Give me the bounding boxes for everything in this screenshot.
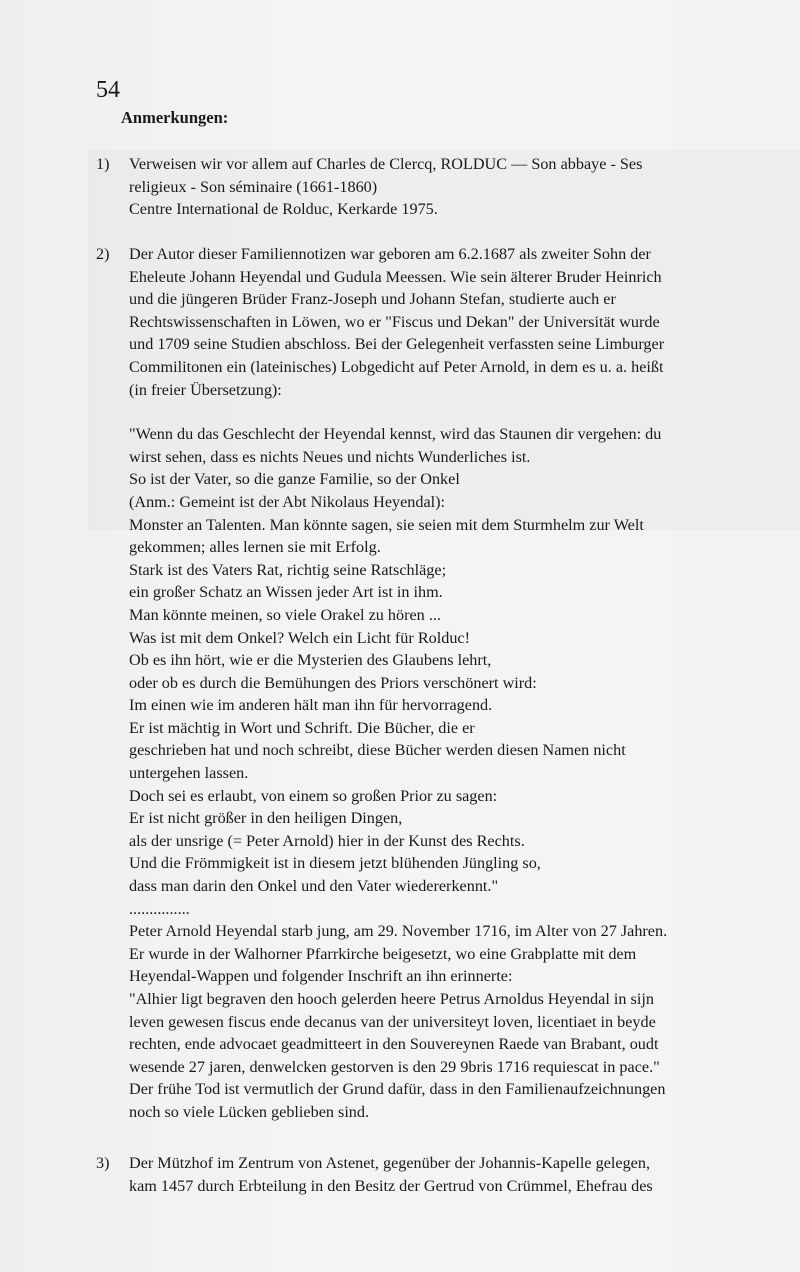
note-3 <box>96 1152 756 1197</box>
note-line: Eheleute Johann Heyendal und Gudula Meessen. Wie sein älterer Bruder Heinrich <box>129 267 662 286</box>
poem-line: oder ob es durch die Bemühungen des Priors verschönert wird: <box>129 673 537 692</box>
inscription-line: wesende 27 jaren, denwelcken gestorven is den 29 9bris 1716 requiescat in pace." <box>129 1057 660 1076</box>
note-2 <box>96 243 756 1124</box>
note-line: Verweisen wir vor allem auf Charles de Clercq, ROLDUC — Son abbaye - Ses <box>129 155 643 173</box>
note-line: Centre International de Rolduc, Kerkarde 1975. <box>129 200 438 219</box>
note-number: 3) <box>96 1154 110 1172</box>
poem-line: geschrieben hat und noch schreibt, diese Bücher werden diesen Namen nicht <box>129 741 626 760</box>
inscription-line: leven gewesen fiscus ende decanus van der universiteyt loven, licentiaet in beyde <box>129 1012 656 1031</box>
note-line: religieux - Son séminaire (1661-1860) <box>129 177 378 196</box>
note-line: noch so viele Lücken geblieben sind. <box>129 1102 370 1121</box>
poem-line: Im einen wie im anderen hält man ihn für hervorragend. <box>129 696 493 715</box>
note-body <box>129 243 756 1124</box>
poem-line: Ob es ihn hört, wie er die Mysterien des Glaubens lehrt, <box>129 651 492 670</box>
note-body <box>129 153 756 221</box>
note-line: (in freier Übersetzung): <box>129 380 282 399</box>
poem-line: gekommen; alles lernen sie mit Erfolg. <box>129 538 381 557</box>
notes-heading: Anmerkungen: <box>121 108 229 127</box>
note-line: Der frühe Tod ist vermutlich der Grund dafür, dass in den Familienaufzeichnungen <box>129 1080 666 1099</box>
note-line: Peter Arnold Heyendal starb jung, am 29. November 1716, im Alter von 27 Jahren. <box>129 922 668 941</box>
poem-line: So ist der Vater, so die ganze Familie, so der Onkel <box>129 470 460 489</box>
note-line: und 1709 seine Studien abschloss. Bei der Gelegenheit verfassten seine Limburger <box>129 335 665 354</box>
poem-line: Er ist mächtig in Wort und Schrift. Die Bücher, die er <box>129 718 475 737</box>
poem-line: Man könnte meinen, so viele Orakel zu hören ... <box>129 605 441 624</box>
poem-line: Stark ist des Vaters Rat, richtig seine Ratschläge; <box>129 560 447 579</box>
inscription-line: "Alhier ligt begraven den hooch gelerden heere Petrus Arnoldus Heyendal in sijn <box>129 990 654 1008</box>
poem-line: Und die Frömmigkeit ist in diesem jetzt blühenden Jüngling so, <box>129 854 541 873</box>
poem-line: Er ist nicht größer in den heiligen Dingen, <box>129 809 403 828</box>
note-number: 2) <box>96 245 110 263</box>
poem-line: wirst sehen, dass es nichts Neues und nichts Wunderliches ist. <box>129 447 531 466</box>
note-line: Er wurde in der Walhorner Pfarrkirche beigesetzt, wo eine Grabplatte mit dem <box>129 944 637 963</box>
note-number: 1) <box>96 155 110 173</box>
poem-line: (Anm.: Gemeint ist der Abt Nikolaus Heyendal): <box>129 492 446 511</box>
note-line: Rechtswissenschaften in Löwen, wo er "Fiscus und Dekan" der Universität wurde <box>129 312 660 331</box>
poem-quote <box>129 423 756 897</box>
note-line: Der Mützhof im Zentrum von Astenet, gegenüber der Johannis-Kapelle gelegen, <box>129 1154 650 1172</box>
inscription-line: rechten, ende advocaet geadmitteert in den Souvereynen Raede van Brabant, oudt <box>129 1035 659 1054</box>
page-number: 54 <box>96 77 120 103</box>
note-1 <box>96 153 756 221</box>
poem-line: Doch sei es erlaubt, von einem so großen Prior zu sagen: <box>129 786 498 805</box>
note-line: und die jüngeren Brüder Franz-Joseph und Johann Stefan, studierte auch er <box>129 290 616 309</box>
poem-line: als der unsrige (= Peter Arnold) hier in der Kunst des Rechts. <box>129 831 525 850</box>
separator-dots: ............... <box>129 899 190 918</box>
note-line: Der Autor dieser Familiennotizen war geboren am 6.2.1687 als zweiter Sohn der <box>129 245 651 263</box>
poem-line: dass man darin den Onkel und den Vater wiedererkennt." <box>129 877 499 896</box>
note-line: Commilitonen ein (lateinisches) Lobgedicht auf Peter Arnold, in dem es u. a. heißt <box>129 357 664 376</box>
note-line: kam 1457 durch Erbteilung in den Besitz der Gertrud von Crümmel, Ehefrau des <box>129 1176 653 1195</box>
poem-line: untergehen lassen. <box>129 764 249 783</box>
note-body <box>129 1152 756 1197</box>
poem-line: ein großer Schatz an Wissen jeder Art ist in ihm. <box>129 583 443 602</box>
note-line: Heyendal-Wappen und folgender Inschrift an ihn erinnerte: <box>129 967 513 986</box>
poem-line: Was ist mit dem Onkel? Welch ein Licht für Rolduc! <box>129 628 470 647</box>
poem-line: "Wenn du das Geschlecht der Heyendal kennst, wird das Staunen dir vergehen: du <box>129 425 662 444</box>
poem-line: Monster an Talenten. Man könnte sagen, sie seien mit dem Sturmhelm zur Welt <box>129 515 644 534</box>
